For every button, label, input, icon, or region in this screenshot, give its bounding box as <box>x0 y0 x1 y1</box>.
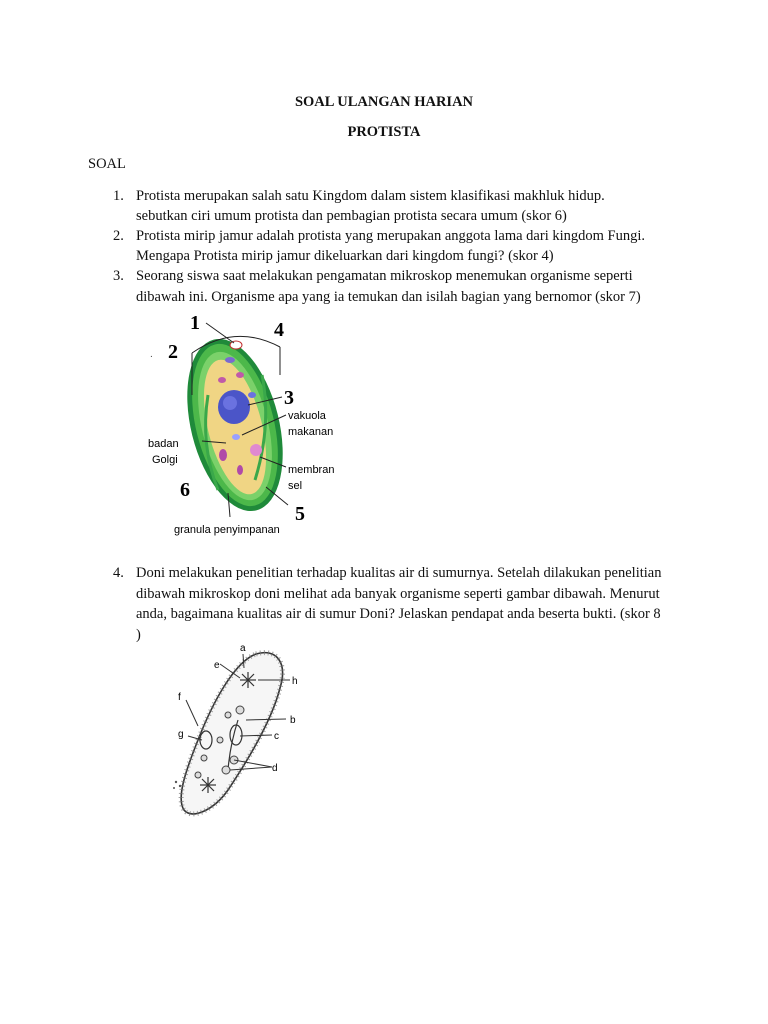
label-badan: badan <box>148 438 179 450</box>
page-title: SOAL ULANGAN HARIAN <box>294 94 474 110</box>
label-number-4: 4 <box>274 319 284 341</box>
question-line: Doni melakukan penelitian terhadap kualitas air di sumurnya. Setelah dilakukan penelitian <box>136 565 662 581</box>
question-line: Protista mirip jamur adalah protista yang merupakan anggota lama dari kingdom Fungi. <box>136 228 645 244</box>
section-label: SOAL <box>88 156 126 172</box>
question-line: dibawah ini. Organisme apa yang ia temukan dan isilah bagian yang bernomor (skor 7) <box>136 289 641 305</box>
question-line: sebutkan ciri umum protista dan pembagian protista secara umum (skor 6) <box>136 208 567 224</box>
label-vakuola: vakuola <box>288 410 326 422</box>
label-makanan: makanan <box>288 426 334 438</box>
label-letter-d: d <box>272 763 278 774</box>
label-letter-c: c <box>274 731 279 742</box>
question-line: ) <box>136 627 141 643</box>
label-number-1: 1 <box>190 312 200 334</box>
label-number-2: 2 <box>168 341 178 363</box>
question-number: 1. <box>113 188 124 204</box>
label-golgi: Golgi <box>152 454 178 466</box>
label-letter-e: e <box>214 660 220 671</box>
label-letter-f: f <box>178 692 181 703</box>
euglena-figure <box>130 305 370 540</box>
paramecium-body <box>181 653 282 814</box>
question-number: 4. <box>113 565 124 581</box>
question-line: Mengapa Protista mirip jamur dikeluarkan dari kingdom fungi? (skor 4) <box>136 248 554 264</box>
page-subtitle: PROTISTA <box>347 124 421 140</box>
label-number-6: 6 <box>180 479 190 501</box>
label-letter-h: h <box>292 676 298 687</box>
svg-text:.: . <box>150 349 153 360</box>
paramecium-figure <box>168 640 318 825</box>
nucleus <box>218 390 250 424</box>
label-letter-b: b <box>290 715 296 726</box>
label-membran: membran <box>288 464 335 476</box>
question-line: Seorang siswa saat melakukan pengamatan mikroskop menemukan organisme seperti <box>136 268 633 284</box>
anal-pore <box>173 781 181 789</box>
label-granula: granula penyimpanan <box>174 524 280 536</box>
question-line: Protista merupakan salah satu Kingdom dalam sistem klasifikasi makhluk hidup. <box>136 188 605 204</box>
question-number: 2. <box>113 228 124 244</box>
label-number-5: 5 <box>295 503 305 525</box>
question-line: dibawah mikroskop doni melihat ada banyak organisme seperti gambar dibawah. Menurut <box>136 586 660 602</box>
label-sel: sel <box>288 480 303 492</box>
label-letter-a: a <box>240 643 246 654</box>
label-number-3: 3 <box>284 387 294 409</box>
question-number: 3. <box>113 268 124 284</box>
question-line: anda, bagaimana kualitas air di sumur Doni? Jelaskan pendapat anda beserta bukti. (skor 8 <box>136 606 661 622</box>
label-letter-g: g <box>178 729 184 740</box>
